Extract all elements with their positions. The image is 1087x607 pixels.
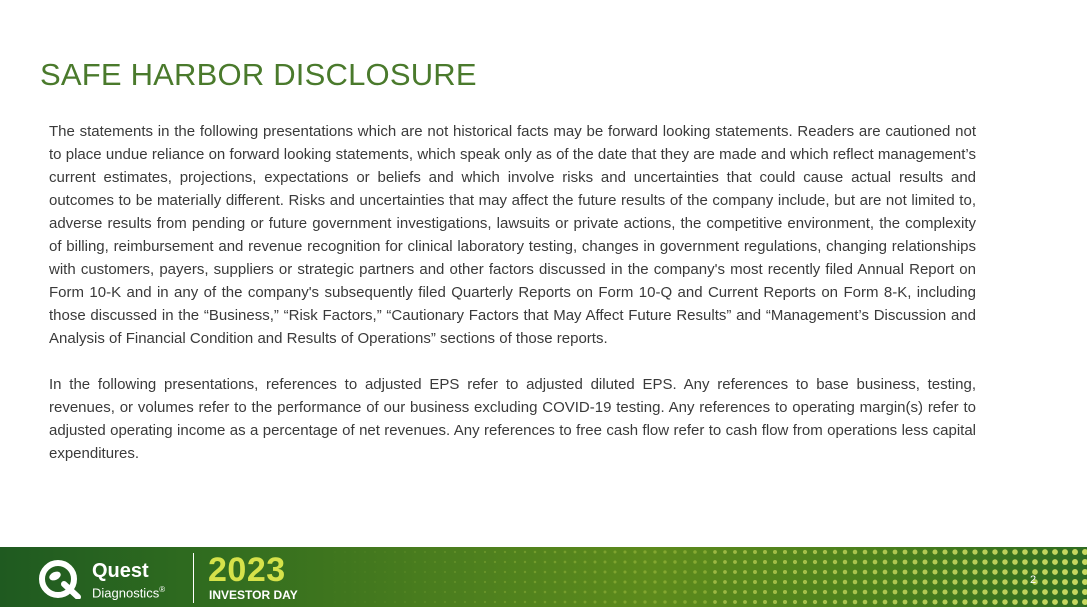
quest-diagnostics-logo bbox=[38, 557, 178, 599]
disclosure-paragraph-1: The statements in the following presentations which are not historical facts may be forward looking statements. Readers are cautioned not to place undue reliance on forward looking statements, which speak only as of the date that they are made and which reflect management’s current estimates, projections, expectations or beliefs and which involve risks and uncertainties that could cause actual results and outcomes to be materially different. Risks and uncertainties that may affect the future results of the company include, but are not limited to, adverse results from pending or future government investigations, lawsuits or private actions, the competitive environment, the complexity of billing, reimbursement and revenue recognition for clinical laboratory testing, changes in government regulations, changing relationships with customers, payers, suppliers or strategic partners and other factors discussed in the company's most recently filed Annual Report on Form 10-K and in any of the company's subsequently filed Quarterly Reports on Form 10-Q and Current Reports on Form 8-K, including those discussed in the “Business,” “Risk Factors,” “Cautionary Factors that May Affect Future Results” and “Management’s Discussion and Analysis of Financial Condition and Results of Operations” sections of those reports. bbox=[49, 123, 976, 347]
brand-subtitle-text: Diagnostics bbox=[92, 585, 160, 601]
brand-name: Quest bbox=[92, 560, 149, 582]
page-number: 2 bbox=[1030, 574, 1037, 586]
dot-pattern-decoration bbox=[330, 547, 1087, 607]
event-name: INVESTOR DAY bbox=[209, 588, 298, 602]
disclosure-paragraph-2: In the following presentations, references to adjusted EPS refer to adjusted diluted EPS. Any references to base business, testing, revenues, or volumes refer to the performance of our business excluding COVID-19 testing. Any references to operating margin(s) refer to adjusted operating income as a percentage of net revenues. Any references to free cash flow refer to cash flow from operations less capital expenditures. bbox=[49, 376, 976, 462]
quest-logo-icon bbox=[38, 559, 82, 599]
disclosure-body bbox=[49, 120, 976, 465]
brand-subtitle bbox=[92, 583, 165, 599]
registered-mark: ® bbox=[159, 585, 166, 594]
event-year: 2023 bbox=[208, 551, 286, 589]
footer-divider bbox=[193, 553, 194, 603]
slide-title: SAFE HARBOR DISCLOSURE bbox=[40, 57, 477, 92]
footer-banner bbox=[0, 547, 1087, 607]
